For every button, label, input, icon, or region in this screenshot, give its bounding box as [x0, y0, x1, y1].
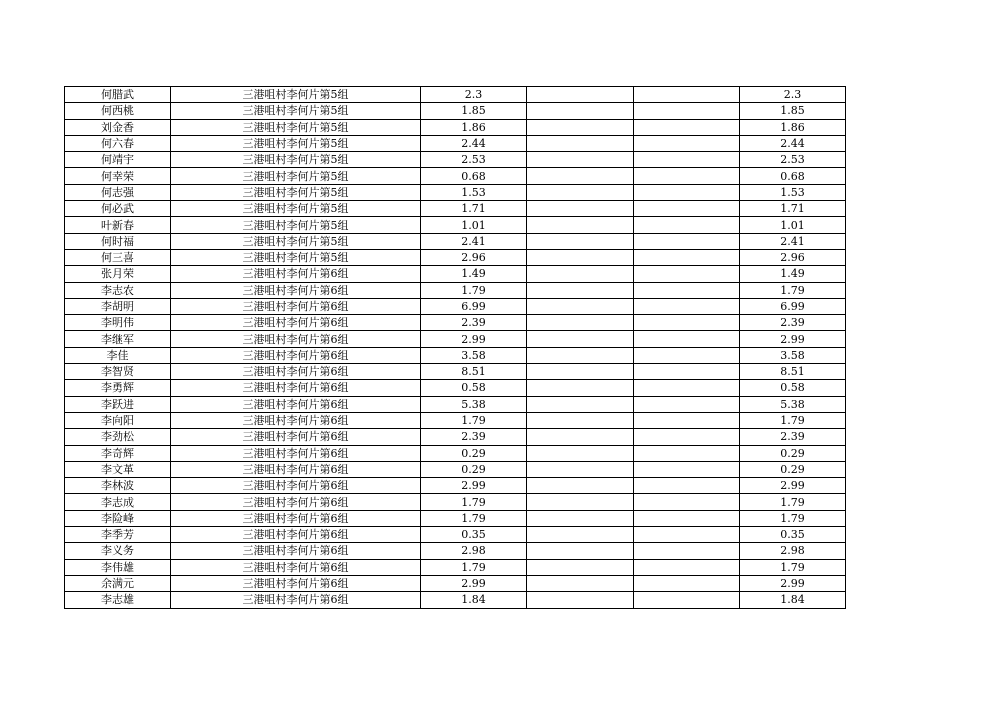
address-cell: 三港咀村李何片第6组: [171, 429, 421, 445]
value-cell: 0.29: [421, 445, 527, 461]
value-cell: 1.79: [421, 282, 527, 298]
empty-cell: [527, 331, 634, 347]
value-cell: 2.96: [421, 249, 527, 265]
table-row: [65, 298, 846, 314]
empty-cell: [527, 543, 634, 559]
value-cell: 2.53: [421, 152, 527, 168]
empty-cell: [527, 119, 634, 135]
table-row: [65, 201, 846, 217]
table-row: [65, 445, 846, 461]
address-cell: 三港咀村李何片第5组: [171, 217, 421, 233]
address-cell: 三港咀村李何片第5组: [171, 152, 421, 168]
empty-cell: [527, 249, 634, 265]
empty-cell: [527, 478, 634, 494]
value-cell: 1.79: [421, 559, 527, 575]
empty-cell: [527, 201, 634, 217]
name-cell: 李奇辉: [65, 445, 171, 461]
address-cell: 三港咀村李何片第6组: [171, 461, 421, 477]
table-row: [65, 103, 846, 119]
value-cell: 2.44: [421, 135, 527, 151]
total-cell: 2.39: [740, 429, 846, 445]
empty-cell: [527, 592, 634, 608]
empty-cell: [634, 233, 740, 249]
total-cell: 1.79: [740, 412, 846, 428]
value-cell: 2.99: [421, 575, 527, 591]
table-row: [65, 510, 846, 526]
table-body: [65, 87, 846, 609]
address-cell: 三港咀村李何片第6组: [171, 282, 421, 298]
empty-cell: [634, 103, 740, 119]
table-row: [65, 543, 846, 559]
empty-cell: [634, 249, 740, 265]
total-cell: 5.38: [740, 396, 846, 412]
empty-cell: [527, 217, 634, 233]
address-cell: 三港咀村李何片第6组: [171, 266, 421, 282]
total-cell: 1.01: [740, 217, 846, 233]
name-cell: 何志强: [65, 184, 171, 200]
total-cell: 0.68: [740, 168, 846, 184]
table-row: [65, 282, 846, 298]
empty-cell: [634, 527, 740, 543]
address-cell: 三港咀村李何片第6组: [171, 380, 421, 396]
name-cell: 李伟雄: [65, 559, 171, 575]
name-cell: 李继军: [65, 331, 171, 347]
empty-cell: [634, 559, 740, 575]
total-cell: 1.71: [740, 201, 846, 217]
total-cell: 2.41: [740, 233, 846, 249]
empty-cell: [634, 510, 740, 526]
value-cell: 0.29: [421, 461, 527, 477]
empty-cell: [527, 103, 634, 119]
value-cell: 2.39: [421, 315, 527, 331]
name-cell: 李季芳: [65, 527, 171, 543]
value-cell: 1.79: [421, 412, 527, 428]
empty-cell: [634, 282, 740, 298]
empty-cell: [634, 184, 740, 200]
table-row: [65, 494, 846, 510]
empty-cell: [634, 396, 740, 412]
name-cell: 李志成: [65, 494, 171, 510]
value-cell: 1.86: [421, 119, 527, 135]
empty-cell: [634, 380, 740, 396]
table-row: [65, 119, 846, 135]
empty-cell: [527, 135, 634, 151]
address-cell: 三港咀村李何片第6组: [171, 347, 421, 363]
empty-cell: [527, 152, 634, 168]
address-cell: 三港咀村李何片第6组: [171, 315, 421, 331]
value-cell: 2.98: [421, 543, 527, 559]
empty-cell: [634, 445, 740, 461]
empty-cell: [527, 510, 634, 526]
value-cell: 1.53: [421, 184, 527, 200]
address-cell: 三港咀村李何片第6组: [171, 396, 421, 412]
address-cell: 三港咀村李何片第5组: [171, 87, 421, 103]
total-cell: 1.79: [740, 282, 846, 298]
total-cell: 0.29: [740, 461, 846, 477]
table-row: [65, 331, 846, 347]
empty-cell: [634, 331, 740, 347]
empty-cell: [634, 217, 740, 233]
empty-cell: [634, 347, 740, 363]
total-cell: 2.39: [740, 315, 846, 331]
empty-cell: [527, 347, 634, 363]
table-row: [65, 135, 846, 151]
total-cell: 2.99: [740, 331, 846, 347]
empty-cell: [634, 315, 740, 331]
empty-cell: [634, 87, 740, 103]
value-cell: 1.01: [421, 217, 527, 233]
total-cell: 1.86: [740, 119, 846, 135]
table-row: [65, 233, 846, 249]
value-cell: 8.51: [421, 364, 527, 380]
name-cell: 李勇辉: [65, 380, 171, 396]
address-cell: 三港咀村李何片第6组: [171, 559, 421, 575]
address-cell: 三港咀村李何片第6组: [171, 510, 421, 526]
name-cell: 叶新春: [65, 217, 171, 233]
value-cell: 1.85: [421, 103, 527, 119]
table-row: [65, 315, 846, 331]
name-cell: 张月荣: [65, 266, 171, 282]
name-cell: 李佳: [65, 347, 171, 363]
value-cell: 2.39: [421, 429, 527, 445]
empty-cell: [634, 412, 740, 428]
address-cell: 三港咀村李何片第6组: [171, 412, 421, 428]
table-row: [65, 152, 846, 168]
value-cell: 3.58: [421, 347, 527, 363]
name-cell: 何必武: [65, 201, 171, 217]
empty-cell: [527, 445, 634, 461]
name-cell: 李义务: [65, 543, 171, 559]
table-row: [65, 575, 846, 591]
empty-cell: [527, 461, 634, 477]
name-cell: 李文革: [65, 461, 171, 477]
table-row: [65, 478, 846, 494]
table-row: [65, 396, 846, 412]
empty-cell: [527, 527, 634, 543]
empty-cell: [634, 543, 740, 559]
empty-cell: [634, 266, 740, 282]
empty-cell: [634, 168, 740, 184]
name-cell: 李志雄: [65, 592, 171, 608]
total-cell: 0.35: [740, 527, 846, 543]
name-cell: 余满元: [65, 575, 171, 591]
total-cell: 2.44: [740, 135, 846, 151]
name-cell: 何靖宇: [65, 152, 171, 168]
value-cell: 5.38: [421, 396, 527, 412]
empty-cell: [634, 494, 740, 510]
value-cell: 1.71: [421, 201, 527, 217]
name-cell: 李明伟: [65, 315, 171, 331]
empty-cell: [527, 364, 634, 380]
address-cell: 三港咀村李何片第5组: [171, 103, 421, 119]
total-cell: 1.49: [740, 266, 846, 282]
table-row: [65, 217, 846, 233]
name-cell: 李跃进: [65, 396, 171, 412]
name-cell: 何三喜: [65, 249, 171, 265]
total-cell: 2.96: [740, 249, 846, 265]
table-row: [65, 168, 846, 184]
total-cell: 1.79: [740, 559, 846, 575]
total-cell: 2.3: [740, 87, 846, 103]
value-cell: 1.79: [421, 494, 527, 510]
empty-cell: [527, 266, 634, 282]
total-cell: 1.85: [740, 103, 846, 119]
total-cell: 2.53: [740, 152, 846, 168]
table-row: [65, 380, 846, 396]
address-cell: 三港咀村李何片第6组: [171, 445, 421, 461]
table-row: [65, 412, 846, 428]
total-cell: 8.51: [740, 364, 846, 380]
address-cell: 三港咀村李何片第5组: [171, 168, 421, 184]
empty-cell: [527, 380, 634, 396]
name-cell: 李险峰: [65, 510, 171, 526]
name-cell: 李胡明: [65, 298, 171, 314]
address-cell: 三港咀村李何片第6组: [171, 478, 421, 494]
table-row: [65, 364, 846, 380]
address-cell: 三港咀村李何片第5组: [171, 184, 421, 200]
address-cell: 三港咀村李何片第5组: [171, 119, 421, 135]
address-cell: 三港咀村李何片第5组: [171, 249, 421, 265]
empty-cell: [634, 461, 740, 477]
table-row: [65, 527, 846, 543]
value-cell: 2.3: [421, 87, 527, 103]
total-cell: 6.99: [740, 298, 846, 314]
table-row: [65, 429, 846, 445]
total-cell: 0.58: [740, 380, 846, 396]
total-cell: 1.84: [740, 592, 846, 608]
empty-cell: [527, 87, 634, 103]
value-cell: 1.49: [421, 266, 527, 282]
empty-cell: [634, 201, 740, 217]
value-cell: 2.99: [421, 331, 527, 347]
name-cell: 何时福: [65, 233, 171, 249]
table-row: [65, 347, 846, 363]
name-cell: 何西桃: [65, 103, 171, 119]
land-register-table: [64, 86, 846, 609]
table-row: [65, 184, 846, 200]
address-cell: 三港咀村李何片第5组: [171, 135, 421, 151]
name-cell: 李智贤: [65, 364, 171, 380]
empty-cell: [527, 429, 634, 445]
empty-cell: [634, 592, 740, 608]
name-cell: 何腊武: [65, 87, 171, 103]
total-cell: 3.58: [740, 347, 846, 363]
value-cell: 0.35: [421, 527, 527, 543]
value-cell: 1.79: [421, 510, 527, 526]
total-cell: 1.79: [740, 494, 846, 510]
table-row: [65, 559, 846, 575]
empty-cell: [634, 152, 740, 168]
value-cell: 0.58: [421, 380, 527, 396]
name-cell: 何六春: [65, 135, 171, 151]
total-cell: 0.29: [740, 445, 846, 461]
address-cell: 三港咀村李何片第6组: [171, 298, 421, 314]
table-row: [65, 249, 846, 265]
address-cell: 三港咀村李何片第6组: [171, 575, 421, 591]
address-cell: 三港咀村李何片第6组: [171, 331, 421, 347]
total-cell: 1.53: [740, 184, 846, 200]
table-row: [65, 592, 846, 608]
empty-cell: [634, 135, 740, 151]
empty-cell: [527, 315, 634, 331]
value-cell: 2.41: [421, 233, 527, 249]
empty-cell: [527, 233, 634, 249]
empty-cell: [634, 478, 740, 494]
empty-cell: [634, 119, 740, 135]
name-cell: 李林波: [65, 478, 171, 494]
address-cell: 三港咀村李何片第6组: [171, 364, 421, 380]
address-cell: 三港咀村李何片第6组: [171, 592, 421, 608]
address-cell: 三港咀村李何片第6组: [171, 527, 421, 543]
empty-cell: [527, 396, 634, 412]
empty-cell: [527, 298, 634, 314]
empty-cell: [527, 184, 634, 200]
empty-cell: [527, 412, 634, 428]
name-cell: 李劲松: [65, 429, 171, 445]
empty-cell: [527, 575, 634, 591]
empty-cell: [527, 494, 634, 510]
total-cell: 1.79: [740, 510, 846, 526]
table-row: [65, 461, 846, 477]
address-cell: 三港咀村李何片第5组: [171, 233, 421, 249]
name-cell: 刘金香: [65, 119, 171, 135]
empty-cell: [527, 282, 634, 298]
total-cell: 2.98: [740, 543, 846, 559]
name-cell: 李志农: [65, 282, 171, 298]
address-cell: 三港咀村李何片第6组: [171, 543, 421, 559]
empty-cell: [634, 429, 740, 445]
value-cell: 2.99: [421, 478, 527, 494]
address-cell: 三港咀村李何片第6组: [171, 494, 421, 510]
total-cell: 2.99: [740, 478, 846, 494]
table-row: [65, 87, 846, 103]
empty-cell: [527, 168, 634, 184]
total-cell: 2.99: [740, 575, 846, 591]
empty-cell: [634, 575, 740, 591]
empty-cell: [634, 298, 740, 314]
value-cell: 0.68: [421, 168, 527, 184]
name-cell: 李向阳: [65, 412, 171, 428]
address-cell: 三港咀村李何片第5组: [171, 201, 421, 217]
name-cell: 何幸荣: [65, 168, 171, 184]
empty-cell: [527, 559, 634, 575]
empty-cell: [634, 364, 740, 380]
value-cell: 6.99: [421, 298, 527, 314]
table-row: [65, 266, 846, 282]
value-cell: 1.84: [421, 592, 527, 608]
